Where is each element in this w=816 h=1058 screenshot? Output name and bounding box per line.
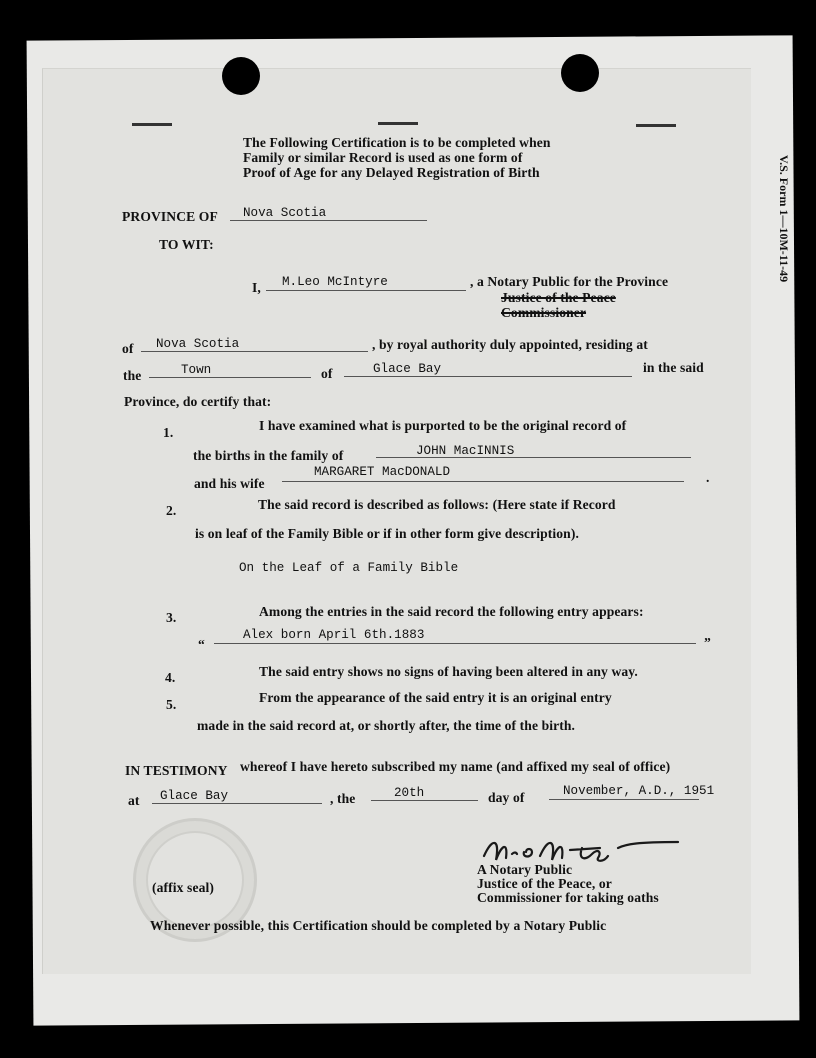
at-label: at <box>128 793 140 808</box>
item-5-number: 5. <box>166 697 177 712</box>
header-line-2: Family or similar Record is used as one form of <box>243 150 523 165</box>
affix-seal-label: (affix seal) <box>152 880 214 895</box>
of-label-2: of <box>321 366 333 381</box>
punch-hole-right <box>561 54 599 92</box>
in-said-text: in the said <box>643 360 704 375</box>
commissioner-struck: Commissioner <box>501 305 587 320</box>
province-value: Nova Scotia <box>243 206 327 220</box>
the-label: the <box>123 368 142 383</box>
item-5-line-2: made in the said record at, or shortly after, the time of the birth. <box>197 718 576 733</box>
to-wit-label: TO WIT: <box>159 237 214 252</box>
signer-title-3: Commissioner for taking oaths <box>477 890 659 905</box>
justice-struck: Justice of the Peace <box>501 290 616 305</box>
i-label: I, <box>252 280 261 295</box>
the-label-2: , the <box>330 791 356 806</box>
entry-text: Alex born April 6th.1883 <box>243 628 425 642</box>
notary-name: M.Leo McIntyre <box>282 275 388 289</box>
father-name: JOHN MacINNIS <box>416 444 515 458</box>
top-mark-left <box>132 123 172 126</box>
item-4-text: The said entry shows no signs of having been altered in any way. <box>259 664 638 679</box>
province-label: PROVINCE OF <box>122 209 218 224</box>
day-of-label: day of <box>488 790 525 805</box>
form-code: V.S. Form 1—10M-11-49 <box>777 155 791 283</box>
day-value: 20th <box>394 786 425 800</box>
province-underline <box>230 220 427 221</box>
item-1-line-1: I have examined what is purported to be the original record of <box>259 418 627 433</box>
town-underline <box>149 377 311 378</box>
of-value: Nova Scotia <box>156 337 240 351</box>
item-3-line-1: Among the entries in the said record the following entry appears: <box>259 604 644 619</box>
item-5-line-1: From the appearance of the said entry it is an original entry <box>259 690 612 705</box>
item-2-line-2: is on leaf of the Family Bible or if in other form give description). <box>195 526 579 541</box>
notary-text: , a Notary Public for the Province <box>470 274 669 289</box>
entry-underline <box>214 643 696 644</box>
day-underline <box>371 800 478 801</box>
top-mark-right <box>636 124 676 127</box>
signer-title-2: Justice of the Peace, or <box>477 876 612 891</box>
mother-underline <box>282 481 684 482</box>
punch-hole-left <box>222 57 260 95</box>
signer-title-1: A Notary Public <box>477 862 573 877</box>
item-3-number: 3. <box>166 610 177 625</box>
item-2-number: 2. <box>166 503 177 518</box>
mother-name: MARGARET MacDONALD <box>314 465 451 479</box>
at-value: Glace Bay <box>160 789 229 803</box>
footer-note: Whenever possible, this Certification should be completed by a Notary Public <box>150 918 607 933</box>
notary-name-underline <box>266 290 466 291</box>
header-line-3: Proof of Age for any Delayed Registration of Birth <box>243 165 540 180</box>
testimony-text: whereof I have hereto subscribed my name (and affixed my seal of office) <box>240 759 671 774</box>
record-description: On the Leaf of a Family Bible <box>239 561 459 575</box>
testimony-label: IN TESTIMONY <box>125 763 228 778</box>
open-quote: “ <box>198 637 205 652</box>
close-quote: ” <box>704 635 711 650</box>
item-2-line-1: The said record is described as follows: (Here state if Record <box>258 497 616 512</box>
place-underline <box>344 376 632 377</box>
province-certify: Province, do certify that: <box>124 394 272 409</box>
place-value: Glace Bay <box>373 362 442 376</box>
appointed-text: , by royal authority duly appointed, residing at <box>372 337 648 352</box>
item-4-number: 4. <box>165 670 176 685</box>
month-value: November, A.D., 1951 <box>563 784 715 798</box>
of-underline <box>141 351 368 352</box>
of-label: of <box>122 341 134 356</box>
month-underline <box>549 799 699 800</box>
at-underline <box>152 803 322 804</box>
header-line-1: The Following Certification is to be completed when <box>243 135 551 150</box>
father-underline <box>376 457 691 458</box>
town-value: Town <box>181 363 212 377</box>
top-mark-center <box>378 122 418 125</box>
item-1-number: 1. <box>163 425 174 440</box>
item-1-line-2: the births in the family of <box>193 448 344 463</box>
and-wife-label: and his wife <box>194 476 265 491</box>
